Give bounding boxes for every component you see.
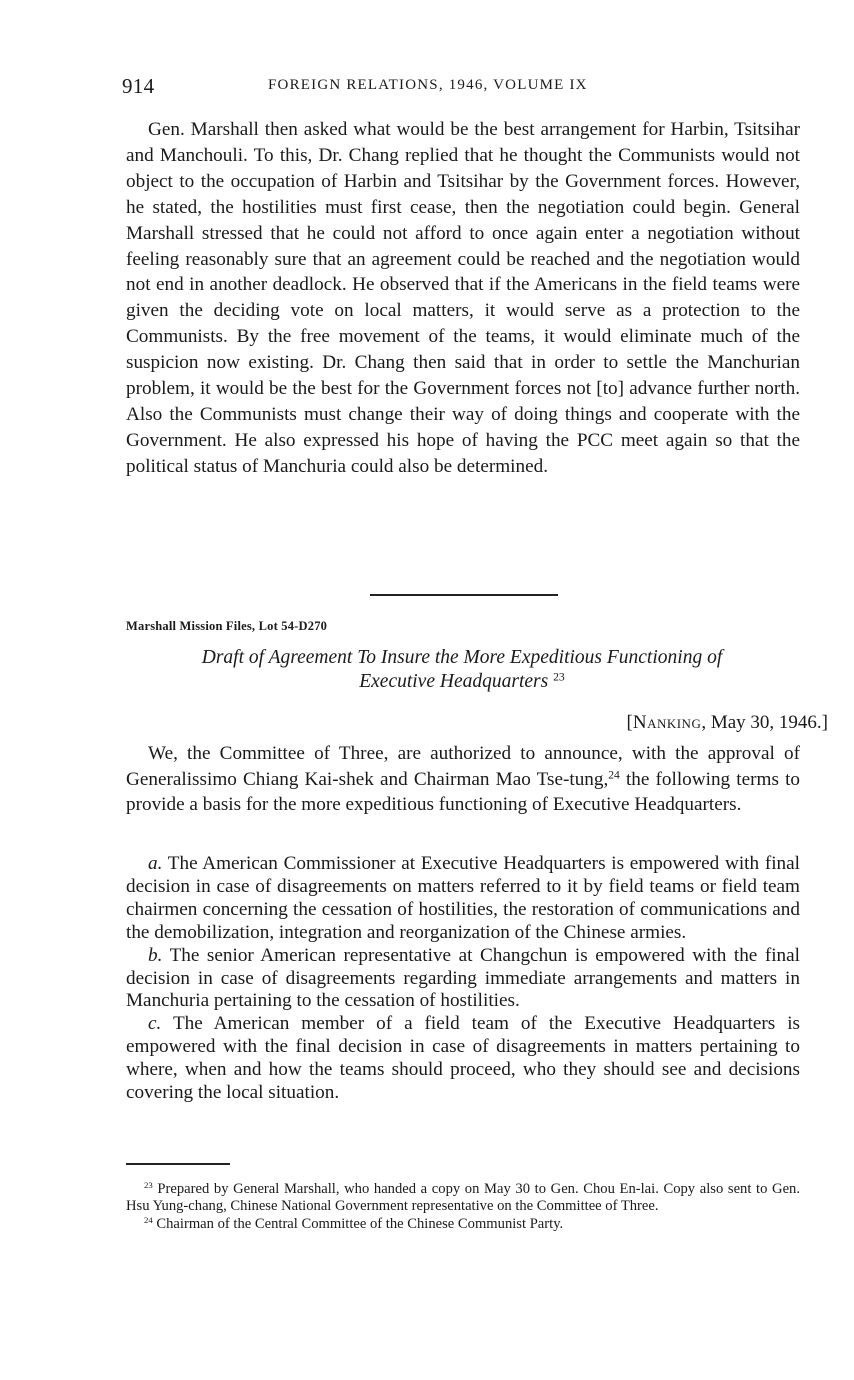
source-citation: Marshall Mission Files, Lot 54-D270	[126, 619, 328, 633]
dateline	[627, 712, 828, 734]
footnote-divider	[126, 1163, 230, 1165]
section-divider	[370, 594, 558, 596]
footnote-23-number: 23	[144, 1180, 153, 1191]
term-a	[126, 853, 800, 945]
footnote-24	[126, 1216, 800, 1233]
dateline-date: , May 30, 1946.]	[701, 712, 828, 733]
page-number: 914	[122, 74, 155, 98]
footnotes	[126, 1181, 800, 1233]
running-head: FOREIGN RELATIONS, 1946, VOLUME IX	[268, 77, 588, 93]
committee-intro-text-1: We, the Committee of Three, are authorized to announce, with the approval of Generalissimo Chiang Kai-shek and Chairman Mao Tse-tung,	[126, 743, 800, 790]
term-c	[126, 1013, 800, 1105]
term-a-text: The American Commissioner at Executive Headquarters is empowered with final decision in case of disagreements on matters referred to it by field teams or field team chairmen concerning the cessation of hostilities, the restoration of communications and the demobilization, integration and reorganization of the Chinese armies.	[126, 853, 800, 943]
page-header	[122, 74, 802, 100]
document-title-line-1: Draft of Agreement To Insure the More Expeditious Functioning of	[201, 647, 723, 668]
footnote-23	[126, 1181, 800, 1216]
committee-intro-text-2: the following terms to provide a basis for the more expeditious functioning of Executive Headquarters.	[126, 768, 800, 816]
footnote-ref-23: 23	[553, 670, 565, 684]
dateline-open-bracket: [	[626, 712, 633, 733]
committee-intro-paragraph	[126, 741, 800, 818]
term-b-letter: b.	[148, 944, 163, 966]
term-c-letter: c.	[148, 1013, 162, 1035]
term-b-text: The senior American representative at Changchun is empowered with the final decision in case of disagreements regarding immediate arrangements and matters in Manchuria pertaining to the cessation of hostilities.	[126, 944, 800, 1012]
document-title	[122, 646, 802, 694]
marshall-chang-paragraph: Gen. Marshall then asked what would be the best arrangement for Harbin, Tsitsihar and Manchouli. To this, Dr. Chang replied that he thought the Communists would not object to the occupation of Harbin and Tsitsihar by the Government forces. However, he stated, the hostilities must first cease, then the negotiation could begin. General Marshall stressed that he could not afford to once again enter a negotiation without feeling reasonably sure that an agreement could be reached and the negotiation would not end in another deadlock. He observed that if the Americans in the field teams were given the deciding vote on local matters, it would serve as a protection to the Communists. By the free movement of the teams, it would eliminate much of the suspicion now existing. Dr. Chang then said that in order to settle the Manchurian problem, it would be the best for the Government forces not [to] advance further north. Also the Communists must change their way of doing things and cooperate with the Government. He also expressed his hope of having the PCC meet again so that the political status of Manchuria could also be determined.	[126, 119, 800, 477]
term-c-text: The American member of a field team of the Executive Headquarters is empowered with the final decision in case of disagreements in matters pertaining to where, when and how the teams should proceed, who they should see and decisions covering the local situation.	[126, 1013, 800, 1104]
footnote-23-text: Prepared by General Marshall, who handed a copy on May 30 to Gen. Chou En-lai. Copy also sent to Gen. Hsu Yung-chang, Chinese National Government representative on the Committee of Three.	[126, 1181, 800, 1215]
dateline-place: Nanking	[632, 712, 702, 733]
term-a-letter: a.	[148, 853, 163, 874]
footnote-24-text: Chairman of the Central Committee of the Chinese Communist Party.	[152, 1215, 564, 1232]
footnote-ref-24: 24	[608, 769, 620, 782]
document-title-line-2: Executive Headquarters	[359, 671, 549, 692]
footnote-24-number: 24	[144, 1215, 153, 1225]
agreement-terms	[126, 853, 800, 1105]
term-b	[126, 945, 800, 1014]
